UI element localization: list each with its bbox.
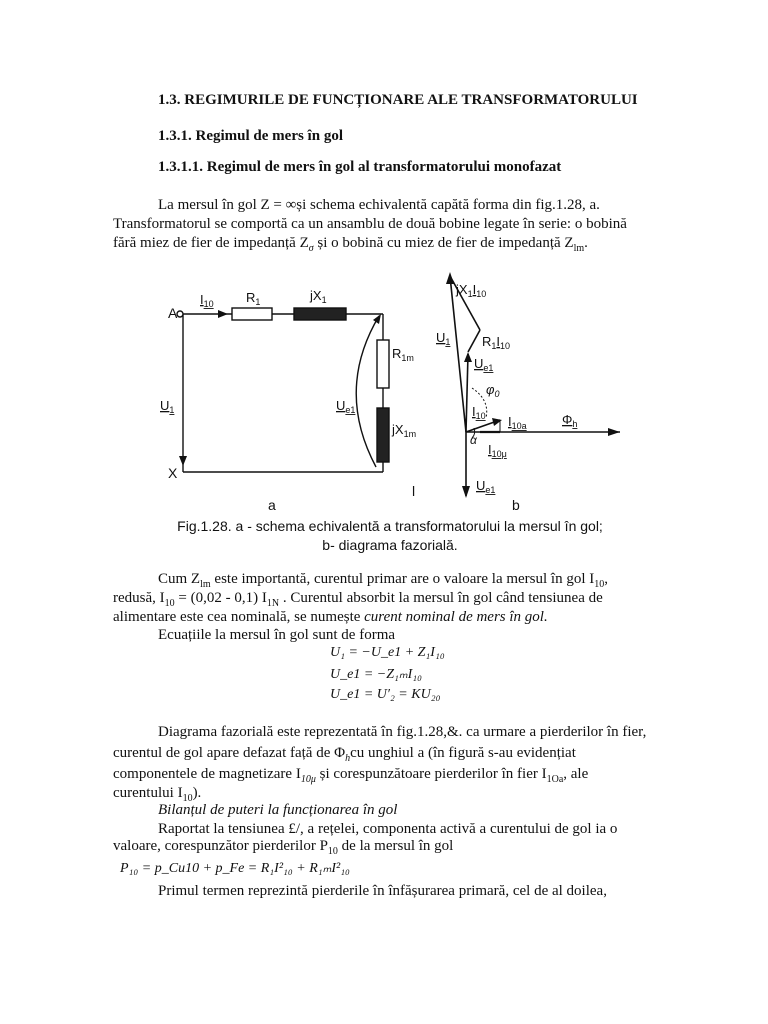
r1m-label: $R_{1m}$	[392, 346, 414, 363]
circuit-current-label: $I_{10}$	[200, 292, 214, 309]
equation-1: U₁ = −U_e1 + Z₁I₁₀	[330, 645, 445, 660]
para3-line2: curentul de gol apare defazat față de $\Phi_hcu$ unghiul a (în figură s-au evidențiat	[113, 745, 576, 764]
figure-1-28	[150, 260, 630, 520]
node-a-label: A	[168, 305, 178, 321]
equation-2: U_e1 = −Z₁ₘI₁₀	[330, 667, 422, 682]
phih-label: $\Phi_h$	[562, 412, 578, 429]
node-x-label: X	[168, 465, 178, 481]
circuit-tick-mark: l	[412, 483, 416, 499]
phasor-figure-label: b	[512, 497, 520, 513]
jx1i10-label: $jX_1I_{10}$	[456, 282, 487, 299]
para2-line3: alimentare este cea nominală, se numește curent nominal de mers în gol.	[113, 609, 548, 625]
subsection-heading: 1.3.1. Regimul de mers în gol	[158, 128, 343, 144]
r1-label: $R_1$	[246, 290, 261, 307]
figure-caption-line2: b- diagrama fazorială.	[322, 537, 458, 553]
power-balance-subheading: Bilanțul de puteri la funcționarea în gol	[158, 802, 398, 818]
ue1-bottom-label: $U_{e1}$	[476, 478, 496, 495]
i10-phasor-label: $I_{10}$	[472, 404, 486, 421]
jx1-label: $jX_1$	[310, 288, 327, 305]
para3-line7: valoare, corespunzător pierderilor $P_{10}$ de la mersul în gol	[113, 838, 454, 857]
circuit-schematic	[177, 308, 389, 472]
r1i10-label: $R_1I_{10}$	[482, 334, 511, 351]
para1-line3: fără miez de fier de impedanță $Z_\sigma$ și o bobină cu miez de fier de impedanță $Z_{lm}$.	[113, 235, 588, 254]
jx1m-label: $jX_{1m}$	[392, 422, 417, 439]
ue1-circuit-label: $U_{e1}$	[336, 398, 356, 415]
figure-caption-line1: Fig.1.28. a - schema echivalentă a transformatorului la mersul în gol;	[177, 518, 603, 534]
circuit-figure-label: a	[268, 497, 276, 513]
i10mu-label: $I_{10\mu}$	[488, 442, 507, 459]
para2-line2: redusă, $I_{10} = (0,02 - 0,1)$ $I_{1N}$ . Curentul absorbit la mersul în gol când tensiunea de	[113, 590, 603, 609]
para2-line4: Ecuațiile la mersul în gol sunt de forma	[158, 627, 396, 643]
para1-line1: La mersul în gol Z = ∞și schema echivalentă capătă forma din fig.1.28, a.	[158, 197, 600, 213]
u1-phasor-label: $U_1$	[436, 330, 451, 347]
power-equation: P₁₀ = p_Cu10 + p_Fe = R₁I²₁₀ + R₁ₘI²₁₀	[120, 861, 350, 876]
para2-line1: Cum $Z_{lm}$ este importantă, curentul primar are o valoare la mersul în gol $I_{10}$,	[158, 571, 609, 590]
subsubsection-heading: 1.3.1.1. Regimul de mers în gol al transformatorului monofazat	[158, 159, 562, 175]
ue1-top-label: $U_{e1}$	[474, 356, 494, 373]
para1-line2: Transformatorul se comportă ca un ansamblu de două bobine legate în serie: o bobină	[113, 216, 627, 232]
para3-line1: Diagrama fazorială este reprezentată în fig.1.28,&. ca urmare a pierderilor în fier,	[158, 724, 647, 740]
phasor-diagram	[446, 272, 620, 498]
alpha-label: α	[470, 433, 477, 447]
u1-circuit-label: $U_1$	[160, 398, 175, 415]
phi0-label: $\varphi_0$	[486, 382, 500, 399]
para3-line4: curentului $I_{10}$).	[113, 785, 202, 804]
section-heading: 1.3. REGIMURILE DE FUNCȚIONARE ALE TRANSFORMATORULUI	[158, 92, 638, 108]
i10a-label: $I_{10a}$	[508, 414, 527, 431]
para4-line1: Primul termen reprezintă pierderile în înfășurarea primară, cel de al doilea,	[158, 883, 607, 899]
para3-line3: componentele de magnetizare $I_{10\mu}$ și corespunzătoare pierderilor în fier $I_{1Oa}$, ale	[113, 766, 589, 785]
equation-3: U_e1 = U′₂ = KU₂₀	[330, 687, 441, 702]
para3-line6: Raportat la tensiunea £/, a rețelei, componenta activă a curentului de gol ia o	[158, 821, 618, 837]
